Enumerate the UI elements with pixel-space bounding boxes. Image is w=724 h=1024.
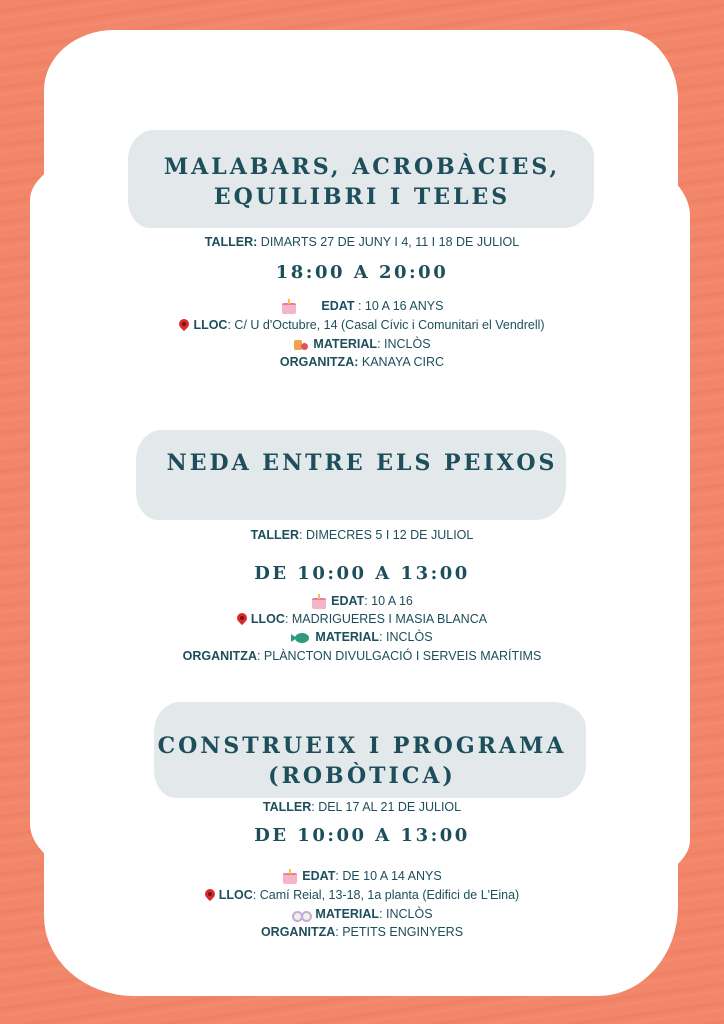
section-3-time: DE 10:00 A 13:00 xyxy=(254,825,470,846)
section-1-title: MALABARS, ACROBÀCIES, EQUILIBRI I TELES xyxy=(163,154,561,210)
section-2-edat: EDAT: 10 A 16 xyxy=(0,593,724,610)
section-1-lloc: LLOC: C/ U d'Octubre, 14 (Casal Cívic i Comunitari el Vendrell) xyxy=(0,317,724,333)
birthday-cake-icon xyxy=(282,869,298,885)
section-1-time: 18:00 A 20:00 xyxy=(275,262,449,283)
section-3-edat: EDAT: DE 10 A 14 ANYS xyxy=(0,868,724,885)
location-pin-icon xyxy=(205,889,215,903)
birthday-cake-icon xyxy=(281,299,297,315)
section-3-title: CONSTRUEIX I PROGRAMA (ROBÒTICA) xyxy=(157,733,567,789)
goggles-icon xyxy=(291,909,311,921)
location-pin-icon xyxy=(237,613,247,627)
section-2-lloc: LLOC: MADRIGUERES I MASIA BLANCA xyxy=(0,611,724,627)
section-2-taller: TALLER: DIMECRES 5 I 12 DE JULIOL xyxy=(250,528,474,542)
section-2-title: NEDA ENTRE ELS PEIXOS xyxy=(166,450,558,476)
section-2-material: MATERIAL: INCLÒS xyxy=(0,629,724,645)
section-3-material: MATERIAL: INCLÒS xyxy=(0,906,724,922)
art-supplies-icon xyxy=(293,338,309,352)
section-1-edat: EDAT : 10 A 16 ANYS xyxy=(0,298,724,315)
section-1-material: MATERIAL: INCLÒS xyxy=(0,336,724,352)
section-3-lloc: LLOC: Camí Reial, 13-18, 1a planta (Edifici de L'Eina) xyxy=(0,887,724,903)
section-2-organitza: ORGANITZA: PLÀNCTON DIVULGACIÓ I SERVEIS MARÍTIMS xyxy=(182,649,542,663)
section-1-taller: TALLER: DIMARTS 27 DE JUNY I 4, 11 I 18 DE JULIOL xyxy=(204,235,520,249)
location-pin-icon xyxy=(179,319,189,333)
birthday-cake-icon xyxy=(311,594,327,610)
section-3-organitza: ORGANITZA: PETITS ENGINYERS xyxy=(260,925,464,939)
fish-icon xyxy=(291,632,311,644)
section-3-taller: TALLER: DEL 17 AL 21 DE JULIOL xyxy=(262,800,462,814)
section-1-organitza: ORGANITZA: KANAYA CIRC xyxy=(279,355,445,369)
section-2-time: DE 10:00 A 13:00 xyxy=(254,563,470,584)
